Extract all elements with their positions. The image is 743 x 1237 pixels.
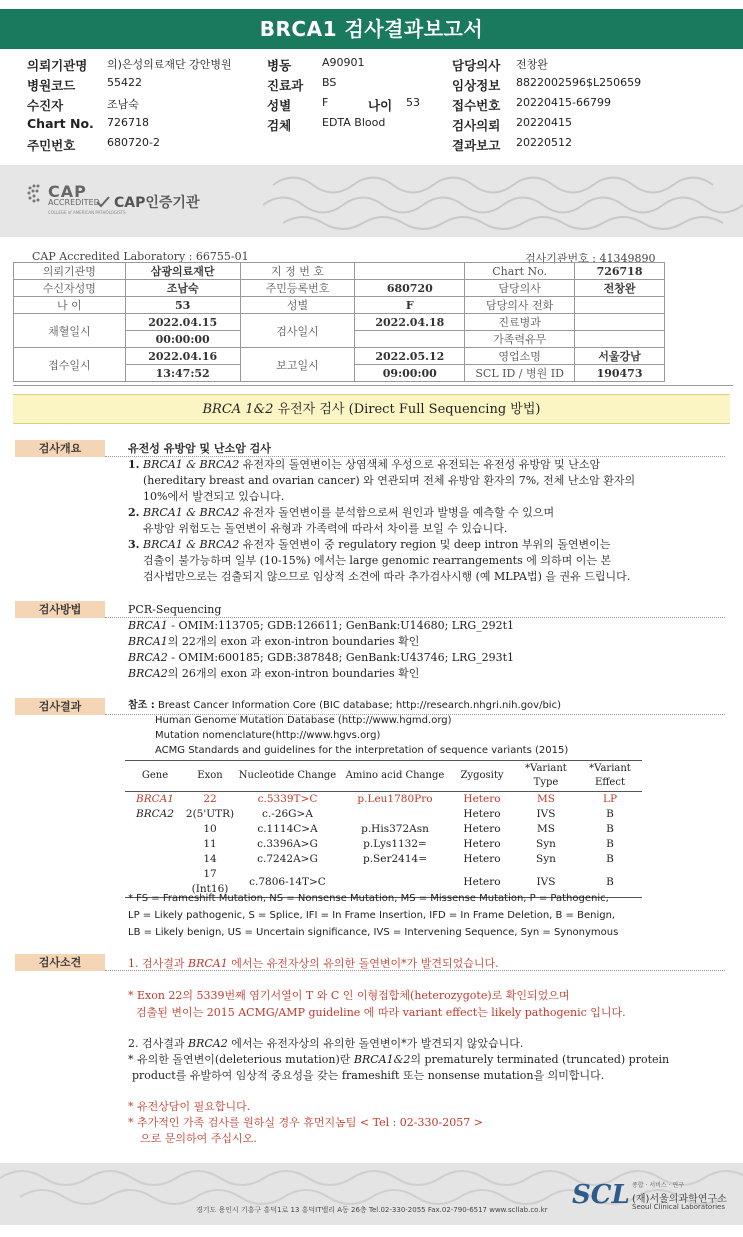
table-cell: SCL ID / 병원 ID bbox=[465, 365, 575, 382]
list-num: 3. bbox=[128, 538, 140, 551]
gene-name: BRCA1&2 bbox=[353, 1053, 411, 1066]
table-cell: 2022.04.16 bbox=[125, 348, 240, 365]
value-report-date: 20220512 bbox=[516, 136, 572, 149]
checkmark-icon bbox=[96, 196, 110, 208]
scl-name-korean: (재)서울의과학연구소 bbox=[632, 1194, 727, 1205]
table-cell: 채혈일시 bbox=[14, 314, 126, 348]
table-cell: Syn bbox=[536, 853, 556, 865]
text-line: * 유전상담이 필요합니다. bbox=[128, 1100, 251, 1113]
section-tag-method: 검사방법 bbox=[15, 601, 105, 618]
table-cell: 00:00:00 bbox=[125, 331, 240, 348]
gene-name: BRCA1 & BRCA2 bbox=[142, 538, 240, 551]
table-cell: 담당의사 전화 bbox=[465, 297, 575, 314]
test-banner bbox=[13, 394, 730, 424]
value-specimen: EDTA Blood bbox=[322, 116, 386, 129]
table-cell: MS bbox=[537, 793, 555, 805]
text-line: 의 26개의 exon 과 exon-intron boundaries 확인 bbox=[167, 667, 420, 680]
label-age: 나이 bbox=[368, 98, 393, 113]
text-line: Mutation nomenclature(http://www.hgvs.org) bbox=[155, 730, 381, 741]
gene-name: BRCA1 & BRCA2 bbox=[142, 506, 240, 519]
label-hospital-code: 병원코드 bbox=[27, 78, 76, 93]
table-cell: 보고일시 bbox=[240, 348, 355, 382]
cap-college-text: COLLEGE of AMERICAN PATHOLOGISTS bbox=[48, 210, 126, 215]
column-header: Gene bbox=[125, 761, 185, 792]
value-doctor: 전창완 bbox=[516, 58, 548, 71]
label-resident-no: 주민번호 bbox=[27, 138, 76, 153]
label-chart-no: Chart No. bbox=[27, 116, 94, 131]
table-cell: 10 bbox=[203, 823, 217, 835]
text-line: 에서는 유전자상의 유의한 돌연변이*가 발견되었습니다. bbox=[227, 957, 499, 970]
table-cell: 2022.04.15 bbox=[125, 314, 240, 331]
table-cell: Syn bbox=[536, 838, 556, 850]
table-cell bbox=[355, 331, 465, 348]
table-cell: Hetero bbox=[463, 838, 501, 850]
table-cell: p.Leu1780Pro bbox=[357, 793, 433, 805]
table-cell: 의뢰기관명 bbox=[14, 263, 126, 280]
table-cell bbox=[125, 852, 185, 867]
column-header: Amino acid Change bbox=[340, 761, 450, 792]
table-cell bbox=[575, 331, 665, 348]
table-cell: 726718 bbox=[575, 263, 665, 280]
table-header-row bbox=[125, 761, 642, 792]
value-ward: A90901 bbox=[322, 56, 365, 69]
table-cell: F bbox=[355, 297, 465, 314]
table-cell bbox=[575, 314, 665, 331]
table-cell: B bbox=[606, 838, 614, 850]
gene-name: BRCA1 bbox=[188, 957, 228, 970]
table-cell bbox=[575, 297, 665, 314]
references bbox=[128, 698, 728, 758]
cloud-pattern-icon bbox=[263, 165, 743, 237]
column-header: Zygosity bbox=[450, 761, 514, 792]
gene-name: BRCA1 & BRCA2 bbox=[142, 458, 240, 471]
label-receipt-no: 접수번호 bbox=[452, 98, 501, 113]
text-line: 유방암 위험도는 돌연변이 유형과 가족력에 따라서 차이를 보일 수 있습니다. bbox=[143, 522, 508, 535]
text-line: 의 22개의 exon 과 exon-intron boundaries 확인 bbox=[167, 635, 420, 648]
table-cell: 가족력유무 bbox=[465, 331, 575, 348]
table-cell: B bbox=[606, 823, 614, 835]
table-cell: p.Lys1132= bbox=[363, 838, 427, 850]
scl-logo: SCL bbox=[572, 1180, 630, 1210]
table-cell: 전창완 bbox=[575, 280, 665, 297]
gene-name: BRCA2 bbox=[188, 1037, 228, 1050]
report-title: BRCA1 검사결과보고서 bbox=[0, 9, 743, 49]
cap-accredited-text: ACCREDITED bbox=[48, 198, 100, 207]
label-report-date: 결과보고 bbox=[452, 138, 501, 153]
table-cell: B bbox=[606, 808, 614, 820]
variant-table bbox=[125, 760, 642, 898]
text-line: ACMG Standards and guidelines for the interpretation of sequence variants (2015) bbox=[155, 745, 569, 756]
text-line: * FS = Frameshift Mutation, NS = Nonsense Mutation, MS = Missense Mutation, P = Pathogenic, bbox=[128, 893, 609, 904]
cap-globe-icon bbox=[26, 182, 48, 206]
institution-number: 검사기관번호 : 41349890 bbox=[525, 252, 656, 265]
gene-name: BRCA2 bbox=[128, 651, 168, 664]
table-cell: Hetero bbox=[463, 793, 501, 805]
table-cell: IVS bbox=[536, 808, 556, 820]
method-text bbox=[128, 602, 728, 682]
gene-name: BRCA2 bbox=[128, 667, 168, 680]
table-cell: Chart No. bbox=[465, 263, 575, 280]
table-cell: c.-26G>A bbox=[262, 808, 313, 820]
table-cell: 53 bbox=[125, 297, 240, 314]
table-row bbox=[14, 280, 665, 297]
value-age: 53 bbox=[406, 96, 420, 109]
text-line: 유전자의 돌연변이는 상염색체 우성으로 유전되는 유전성 유방암 및 난소암 bbox=[239, 458, 601, 471]
table-cell: c.1114C>A bbox=[257, 823, 318, 835]
table-cell: 조남숙 bbox=[125, 280, 240, 297]
value-receipt-no: 20220415-66799 bbox=[516, 96, 611, 109]
cap-logo-text: CAP bbox=[48, 182, 87, 201]
table-cell: 17 (Int16) bbox=[185, 867, 235, 898]
divider bbox=[13, 385, 733, 386]
table-cell: 11 bbox=[203, 838, 217, 850]
value-sex: F bbox=[322, 96, 329, 109]
column-header: Nucleotide Change bbox=[235, 761, 340, 792]
column-header: *Variant Effect bbox=[578, 761, 642, 792]
method-heading: PCR-Sequencing bbox=[128, 603, 222, 616]
table-cell: 영업소명 bbox=[465, 348, 575, 365]
label-sex: 성별 bbox=[267, 98, 292, 113]
table-cell: c.7242A>G bbox=[257, 853, 318, 865]
table-cell: BRCA1 bbox=[136, 793, 174, 805]
table-row bbox=[125, 837, 642, 852]
text-line: product를 유발하여 임상적 중요성을 갖는 frameshift 또는 nonsense mutation을 의미합니다. bbox=[132, 1069, 605, 1082]
table-row bbox=[14, 314, 665, 331]
table-cell: 주민등록번호 bbox=[240, 280, 355, 297]
value-institution: 의)은성의료재단 강안병원 bbox=[107, 58, 232, 71]
table-cell: 삼광의료재단 bbox=[125, 263, 240, 280]
banner-text: 유전자 검사 (Direct Full Sequencing 방법) bbox=[273, 402, 541, 417]
table-cell: 680720 bbox=[355, 280, 465, 297]
text-line: 에서는 유전자상의 유의한 돌연변이*가 발견되지 않았습니다. bbox=[227, 1037, 524, 1050]
scl-name-english: Seoul Clinical Laboratories bbox=[632, 1203, 725, 1211]
patient-header bbox=[0, 52, 743, 156]
table-cell bbox=[125, 837, 185, 852]
table-cell: 지 정 번 호 bbox=[240, 263, 355, 280]
label-department: 진료과 bbox=[267, 78, 304, 93]
table-row bbox=[125, 822, 642, 837]
patient-info-table bbox=[13, 262, 665, 382]
table-row bbox=[14, 263, 665, 280]
text-line: 의 prematurely terminated (truncated) protein bbox=[410, 1053, 670, 1066]
table-row bbox=[14, 348, 665, 365]
section-tag-finding: 검사소견 bbox=[15, 954, 105, 971]
text-line: * 추가적인 가족 검사를 원하실 경우 휴먼지놈팀 < Tel : 02-330-2057 > bbox=[128, 1116, 483, 1129]
text-line: (hereditary breast and ovarian cancer) 와 연관되며 전체 유방암 환자의 7%, 전체 난소암 환자의 bbox=[143, 474, 636, 487]
table-cell: c.7806-14T>C bbox=[235, 867, 340, 898]
table-cell: MS bbox=[537, 823, 555, 835]
table-cell: p.Ser2414= bbox=[362, 853, 427, 865]
list-num: 1. bbox=[128, 458, 140, 471]
finding-brca1 bbox=[128, 956, 728, 972]
table-cell: 접수일시 bbox=[14, 348, 126, 382]
finding-brca2 bbox=[128, 1036, 738, 1084]
text-line: 검사법만으로는 검출되지 않으므로 임상적 소견에 따라 추가검사시행 (예 MLPA법) 을 권유 드립니다. bbox=[143, 570, 631, 583]
text-line: LP = Likely pathogenic, S = Splice, IFI = In Frame Insertion, IFD = In Frame Deletion, B = Benign, bbox=[128, 910, 616, 921]
cap-banner bbox=[0, 165, 743, 237]
table-cell: B bbox=[578, 867, 642, 898]
table-cell: Hetero bbox=[450, 867, 514, 898]
text-line: - OMIM:600185; GDB:387848; GenBank:U43746; LRG_293t1 bbox=[167, 651, 515, 664]
value-patient: 조남숙 bbox=[107, 98, 139, 111]
table-cell: 22 bbox=[203, 793, 217, 805]
table-cell: 성별 bbox=[240, 297, 355, 314]
list-num: 2. bbox=[128, 506, 140, 519]
table-cell: p.His372Asn bbox=[361, 823, 429, 835]
text-line: * Exon 22의 5339번째 염기서열이 T 와 C 인 이형접합체(heterozygote)로 확인되었으며 bbox=[128, 989, 570, 1002]
column-header: Exon bbox=[185, 761, 235, 792]
table-cell: LP bbox=[602, 793, 618, 805]
label-doctor: 담당의사 bbox=[452, 58, 501, 73]
finding-counsel bbox=[128, 1099, 738, 1147]
text-line: 으로 문의하여 주십시오. bbox=[140, 1132, 257, 1145]
text-line: * 유의한 돌연변이(deleterious mutation)란 bbox=[128, 1053, 354, 1066]
footnotes bbox=[128, 890, 728, 941]
text-line: Human Genome Mutation Database (http://www.hgmd.org) bbox=[155, 715, 452, 726]
table-cell: B bbox=[606, 853, 614, 865]
table-row bbox=[125, 807, 642, 822]
section-tag-overview: 검사개요 bbox=[15, 440, 105, 457]
text-line: 유전자 돌연변이 중 regulatory region 및 deep intron 부위의 돌연변이는 bbox=[239, 538, 611, 551]
table-cell: 수신자성명 bbox=[14, 280, 126, 297]
table-cell bbox=[340, 807, 450, 822]
table-cell: 담당의사 bbox=[465, 280, 575, 297]
scl-tagline: 종합 · 서비스 · 연구 bbox=[632, 1182, 685, 1189]
table-cell: IVS bbox=[514, 867, 578, 898]
table-row bbox=[14, 297, 665, 314]
cap-cert-label: CAP인증기관 bbox=[114, 195, 200, 211]
label-institution: 의뢰기관명 bbox=[27, 58, 88, 73]
table-cell: Hetero bbox=[463, 808, 501, 820]
cap-lab-number: CAP Accredited Laboratory : 66755-01 bbox=[32, 250, 249, 263]
label-specimen: 검체 bbox=[267, 118, 292, 133]
text-line: 10%에서 발견되고 있습니다. bbox=[143, 490, 285, 503]
value-hospital-code: 55422 bbox=[107, 76, 142, 89]
table-cell: 13:47:52 bbox=[125, 365, 240, 382]
finding-detail bbox=[128, 987, 738, 1021]
table-cell: 09:00:00 bbox=[355, 365, 465, 382]
text-line: 유전자 돌연변이를 분석함으로써 원인과 발병을 예측할 수 있으며 bbox=[239, 506, 555, 519]
table-cell: c.3396A>G bbox=[257, 838, 318, 850]
text-line: 검출된 변이는 2015 ACMG/AMP guideline 에 따라 variant effect는 likely pathogenic 입니다. bbox=[136, 1006, 626, 1019]
value-chart-no: 726718 bbox=[107, 116, 149, 129]
table-cell bbox=[125, 822, 185, 837]
ref-label: 참조 : bbox=[128, 700, 155, 711]
table-cell: 검사일시 bbox=[240, 314, 355, 348]
table-cell bbox=[355, 263, 465, 280]
value-request-date: 20220415 bbox=[516, 116, 572, 129]
table-cell: 2(5'UTR) bbox=[185, 808, 235, 820]
gene-name: BRCA1 bbox=[128, 635, 168, 648]
column-header: *Variant Type bbox=[514, 761, 578, 792]
table-cell: BRCA2 bbox=[136, 808, 174, 820]
table-cell: 190473 bbox=[575, 365, 665, 382]
table-row bbox=[125, 852, 642, 867]
label-request-date: 검사의뢰 bbox=[452, 118, 501, 133]
text-line: LB = Likely benign, US = Uncertain significance, IVS = Intervening Sequence, Syn = Synonymous bbox=[128, 927, 619, 938]
table-cell: 나 이 bbox=[14, 297, 126, 314]
overview-heading: 유전성 유방암 및 난소암 검사 bbox=[128, 442, 271, 455]
label-clinical-info: 임상정보 bbox=[452, 78, 501, 93]
value-department: BS bbox=[322, 76, 337, 89]
table-row bbox=[125, 792, 642, 808]
overview-text bbox=[128, 441, 728, 585]
value-resident-no: 680720-2 bbox=[107, 136, 160, 149]
table-cell: 서울강남 bbox=[575, 348, 665, 365]
text-line: 검출이 불가능하며 일부 (10-15%) 에서는 large genomic rearrangements 에 의하며 이는 본 bbox=[143, 554, 612, 567]
text-line: Breast Cancer Information Core (BIC database; http://research.nhgri.nih.gov/bic) bbox=[154, 700, 561, 711]
table-cell: Hetero bbox=[463, 823, 501, 835]
table-cell: 2022.05.12 bbox=[355, 348, 465, 365]
table-cell: c.5339T>C bbox=[257, 793, 318, 805]
banner-gene: BRCA 1&2 bbox=[202, 402, 274, 417]
text-line: 2. 검사결과 bbox=[128, 1037, 188, 1050]
table-cell: 진료병과 bbox=[465, 314, 575, 331]
table-cell: Hetero bbox=[463, 853, 501, 865]
text-line: - OMIM:113705; GDB:126611; GenBank:U14680; LRG_292t1 bbox=[167, 619, 515, 632]
table-cell: 2022.04.18 bbox=[355, 314, 465, 331]
footer-address: 경기도 용인시 기흥구 흥덕1로 13 흥덕IT밸리 A동 26층 Tel.02-330-2055 Fax.02-790-6517 www.scllab.co.kr bbox=[196, 1206, 548, 1214]
label-ward: 병동 bbox=[267, 58, 292, 73]
section-tag-result: 검사결과 bbox=[15, 698, 105, 715]
gene-name: BRCA1 bbox=[128, 619, 168, 632]
value-clinical-info: 8822002596$L250659 bbox=[516, 76, 642, 89]
table-cell: 14 bbox=[203, 853, 217, 865]
text-line: 1. 검사결과 bbox=[128, 957, 188, 970]
label-patient: 수진자 bbox=[27, 98, 64, 113]
